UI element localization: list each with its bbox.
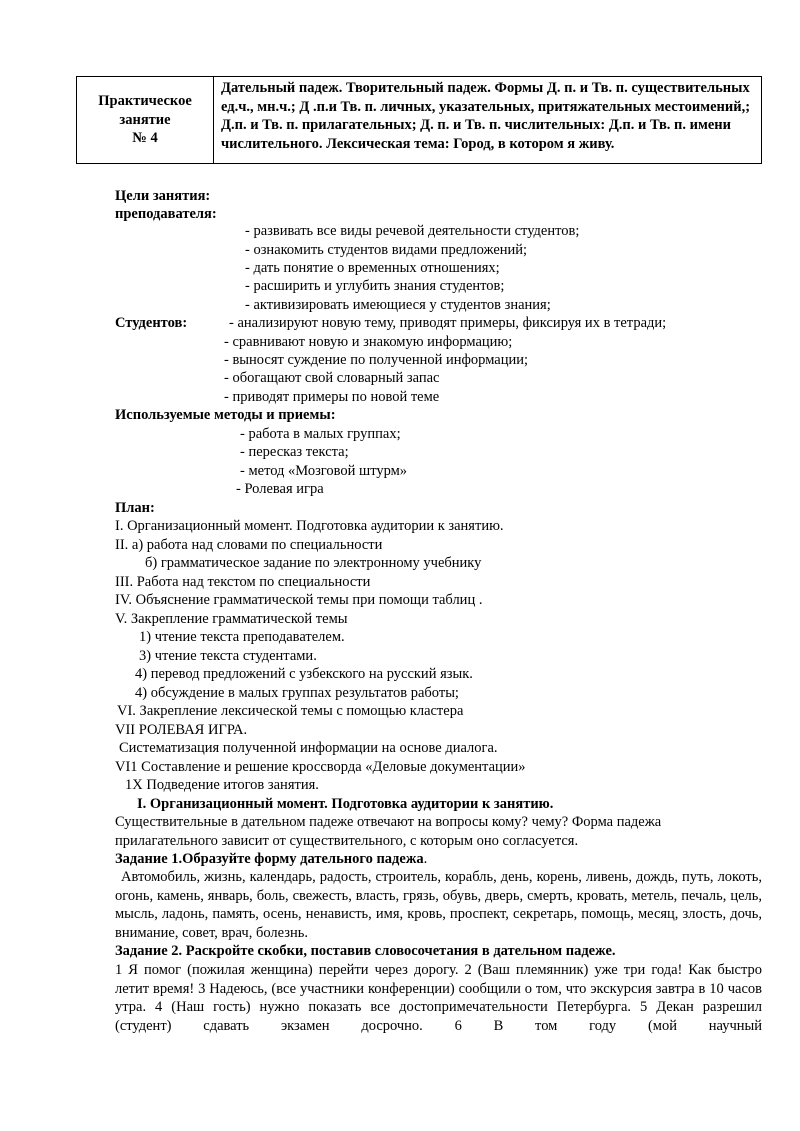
student-goal-item: - сравнивают новую и знакомую информацию; [224, 334, 513, 350]
teacher-goal-item: - активизировать имеющиеся у студентов знания; [245, 297, 551, 313]
lesson-label-line: Практическое [98, 93, 192, 110]
lesson-title-cell: Дательный падеж. Творительный падеж. Формы Д. п. и Тв. п. существительных ед.ч., мн.ч.; Д .п.и Тв. п. личных, указательных, притяжательных местоимений,; Д.п. и Тв. п. прилагательных; Д. п. и Тв. п. числительных: Д.п. и Тв. п. имени числительного. Лексическая тема: Город, в котором я живу. [214, 77, 762, 164]
lesson-label-line: занятие [119, 111, 171, 128]
plan-item: 4) обсуждение в малых группах результатов работы; [135, 685, 459, 701]
method-item: - метод «Мозговой штурм» [240, 463, 408, 479]
method-item: - пересказ текста; [240, 444, 349, 460]
plan-item: IV. Объяснение грамматической темы при помощи таблиц . [115, 592, 483, 608]
plan-heading: План: [115, 500, 155, 516]
header-table [76, 76, 762, 164]
student-goal-item: - обогащают свой словарный запас [224, 370, 440, 386]
task1-heading [115, 850, 762, 869]
plan-item: 3) чтение текста студентами. [139, 648, 317, 664]
task1-end: . [423, 851, 428, 867]
plan-item: VI1 Составление и решение кроссворда «Деловые документации» [115, 759, 526, 775]
task1-label: Задание 1.Образуйте форму дательного падежа [115, 851, 424, 867]
teacher-goal-item: - развивать все виды речевой деятельности студентов; [245, 223, 580, 239]
method-item: - работа в малых группах; [240, 426, 401, 442]
intro-paragraph: Существительные в дательном падеже отвечают на вопросы кому? чему? Форма падежа прилагательного зависит от существительного, с которым оно согласуется. [115, 814, 662, 849]
method-item: - Ролевая игра [236, 481, 324, 497]
task2-heading: Задание 2. Раскройте скобки, поставив словосочетания в дательном падеже. [115, 943, 616, 959]
plan-item: 4) перевод предложений с узбекского на русский язык. [135, 666, 473, 682]
student-goal-item: - приводят примеры по новой теме [224, 389, 440, 405]
students-label: Студентов: [115, 315, 188, 331]
student-goal-item: - выносят суждение по полученной информации; [224, 352, 529, 368]
plan-item: VI. Закрепление лексической темы с помощью кластера [117, 703, 464, 719]
teacher-goal-item: - расширить и углубить знания студентов; [245, 278, 505, 294]
section-heading: I. Организационный момент. Подготовка аудитории к занятию. [137, 796, 554, 812]
plan-item: 1) чтение текста преподавателем. [139, 629, 345, 645]
teacher-goal-item: - дать понятие о временных отношениях; [245, 260, 500, 276]
task2-text: 1 Я помог (пожилая женщина) перейти через дорогу. 2 (Ваш племянник) уже три года! Как быстро летит время! 3 Надеюсь, (все участники конференции) сообщили о том, что экскурсия завтра в 10 часов утра. 4 (Наш гость) нужно показать все достопримечательности Петербурга. 5 Декан разрешил (студент) сдавать экзамен досрочно. 6 В том году (мой научный [115, 962, 762, 1034]
task1-words: Автомобиль, жизнь, календарь, радость, строитель, корабль, день, корень, ливень, дождь, путь, локоть, огонь, камень, январь, боль, свежесть, власть, грязь, обувь, дверь, смерть, кровать, метель, печаль, цель, мысль, ладонь, память, осень, ненависть, имя, кровь, проспект, секретарь, помощь, месяц, злость, дочь, внимание, совет, врач, болезнь. [115, 869, 762, 941]
plan-item: II. а) работа над словами по специальности [115, 537, 383, 553]
teacher-goal-item: - ознакомить студентов видами предложений; [245, 242, 528, 258]
lesson-number: № 4 [132, 130, 158, 147]
plan-item: III. Работа над текстом по специальности [115, 574, 371, 590]
plan-item: 1Х Подведение итогов занятия. [125, 777, 319, 793]
plan-item: I. Организационный момент. Подготовка аудитории к занятию. [115, 518, 504, 534]
goals-heading: Цели занятия: [115, 188, 211, 204]
plan-item: Систематизация полученной информации на основе диалога. [119, 740, 498, 756]
plan-item: б) грамматическое задание по электронному учебнику [145, 555, 482, 571]
methods-heading: Используемые методы и приемы: [115, 407, 336, 423]
teacher-goals-heading: преподавателя: [115, 206, 217, 222]
lesson-number-cell [77, 77, 214, 164]
plan-item: VII РОЛЕВАЯ ИГРА. [115, 722, 248, 738]
plan-item: V. Закрепление грамматической темы [115, 611, 348, 627]
student-goal-item: - анализируют новую тему, приводят примеры, фиксируя их в тетради; [229, 315, 667, 331]
